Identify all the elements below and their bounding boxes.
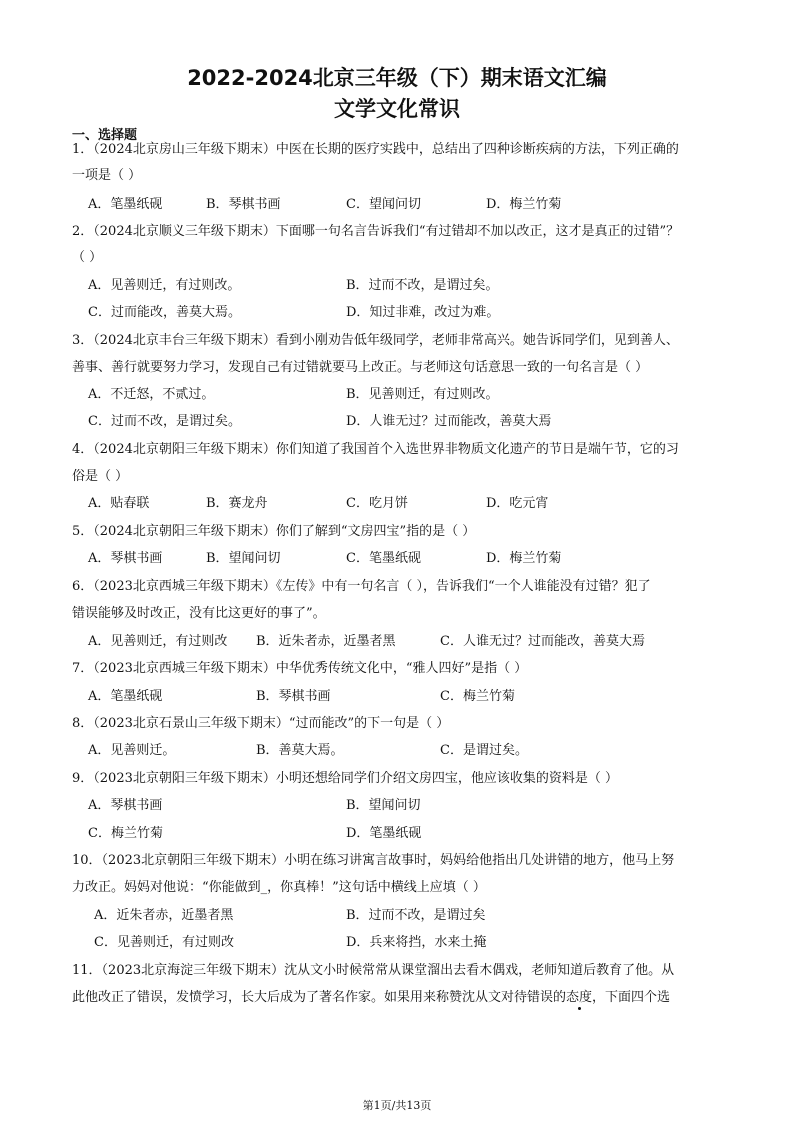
question-3-option-b: B．见善则迁，有过则改。	[346, 387, 499, 402]
question-6-option-b: B．近朱者赤，近墨者黑	[256, 634, 396, 649]
section-heading: 一、选择题	[72, 128, 138, 143]
question-1-option-c: C．望闻问切	[346, 197, 421, 212]
question-9-option-d: D．笔墨纸砚	[346, 826, 422, 841]
question-1-option-a: A．笔墨纸砚	[88, 197, 163, 212]
question-4-line-1: 4．（2024北京朝阳三年级下期末）你们知道了我国首个入选世界非物质文化遗产的节日是端午节，它的习	[72, 442, 679, 457]
question-6-line-1: 6．（2023北京西城三年级下期末）《左传》中有一句名言（ ），告诉我们“一个人谁能没有过错？犯了	[72, 579, 651, 594]
question-2-option-c: C．过而能改，善莫大焉。	[88, 305, 241, 320]
question-3-option-a: A．不迁怒，不贰过。	[88, 387, 215, 402]
question-3-line-1: 3．（2024北京丰台三年级下期末）看到小刚劝告低年级同学，老师非常高兴。她告诉同学们，见到善人、	[72, 333, 679, 348]
question-10-option-b: B．过而不改，是谓过矣	[346, 908, 486, 923]
question-6-option-c: C．人谁无过？过而能改，善莫大焉	[440, 634, 645, 649]
question-4-option-d: D．吃元宵	[486, 496, 549, 511]
question-8-option-b: B．善莫大焉。	[256, 743, 344, 758]
question-5-line-1: 5．（2024北京朝阳三年级下期末）你们了解到“文房四宝”指的是（ ）	[72, 524, 476, 539]
question-11-line-1: 11．（2023北京海淀三年级下期末）沈从文小时候常常从课堂溜出去看木偶戏，老师知道后教育了他。从	[72, 963, 675, 978]
question-5-option-d: D．梅兰竹菊	[486, 551, 562, 566]
question-11-line-2-tail: ，下面四个选	[592, 990, 671, 1005]
question-7-line-1: 7．（2023北京西城三年级下期末）中华优秀传统文化中，“雅人四好”是指（ ）	[72, 661, 528, 676]
question-2-option-d: D．知过非难，改过为难。	[346, 305, 500, 320]
page-footer: 第1页/共13页	[362, 1099, 432, 1112]
question-9-option-c: C．梅兰竹菊	[88, 826, 163, 841]
question-11-line-2-text: 此他改正了错误，发愤学习，长大后成为了著名作家。如果用来称赞沈从文对待错误的	[72, 990, 567, 1005]
question-5-option-c: C．笔墨纸砚	[346, 551, 421, 566]
question-2-line-2: （ ）	[72, 250, 103, 265]
question-3-option-d: D．人谁无过？过而能改，善莫大焉	[346, 414, 552, 429]
question-10-line-1: 10．（2023北京朝阳三年级下期末）小明在练习讲寓言故事时，妈妈给他指出几处讲错的地方，他马上努	[72, 853, 675, 868]
question-7-option-a: A．笔墨纸砚	[88, 689, 163, 704]
question-7-option-b: B．琴棋书画	[256, 689, 331, 704]
question-7-option-c: C．梅兰竹菊	[440, 689, 515, 704]
question-2-line-1: 2．（2024北京顺义三年级下期末）下面哪一句名言告诉我们“有过错却不加以改正，这才是真正的过错”？	[72, 224, 680, 239]
question-1-line-2: 一项是（ ）	[72, 168, 142, 183]
page-title: 2022-2024北京三年级（下）期末语文汇编	[187, 66, 607, 90]
question-5-option-b: B．望闻问切	[206, 551, 281, 566]
question-9-option-a: A．琴棋书画	[88, 798, 163, 813]
question-3-option-c: C．过而不改，是谓过矣。	[88, 414, 241, 429]
question-10-option-d: D．兵来将挡，水来土掩	[346, 935, 487, 950]
page-subtitle: 文学文化常识	[334, 97, 460, 121]
question-5-option-a: A．琴棋书画	[88, 551, 163, 566]
question-3-line-2: 善事、善行就要努力学习，发现自己有过错就要马上改正。与老师这句话意思一致的一句名言是（ ）	[72, 360, 649, 375]
question-2-option-b: B．过而不改，是谓过矣。	[346, 278, 499, 293]
question-1-option-d: D．梅兰竹菊	[486, 197, 562, 212]
question-10-option-a: A．近朱者赤，近墨者黑	[94, 908, 234, 923]
question-9-option-b: B．望闻问切	[346, 798, 421, 813]
question-4-line-2: 俗是（ ）	[72, 469, 129, 484]
question-1-option-b: B．琴棋书画	[206, 197, 281, 212]
question-4-option-a: A．贴春联	[88, 496, 150, 511]
question-8-line-1: 8．（2023北京石景山三年级下期末）“过而能改”的下一句是（ ）	[72, 716, 450, 731]
question-10-option-c: C．见善则迁，有过则改	[94, 935, 234, 950]
question-6-line-2: 错误能够及时改正，没有比这更好的事了”。	[72, 606, 326, 621]
question-2-option-a: A．见善则迁，有过则改。	[88, 278, 241, 293]
question-8-option-c: C．是谓过矣。	[440, 743, 528, 758]
question-4-option-b: B．赛龙舟	[206, 496, 268, 511]
question-8-option-a: A．见善则迁。	[88, 743, 176, 758]
question-9-line-1: 9．（2023北京朝阳三年级下期末）小明还想给同学们介绍文房四宝，他应该收集的资料是（ ）	[72, 771, 618, 786]
emphasis-text: 态度	[566, 990, 593, 1005]
question-1-line-1: 1．（2024北京房山三年级下期末）中医在长期的医疗实践中，总结出了四种诊断疾病的方法，下列正确的	[72, 142, 679, 157]
question-4-option-c: C．吃月饼	[346, 496, 408, 511]
question-11-line-2	[72, 989, 670, 1007]
question-10-line-2: 力改正。妈妈对他说：“你能做到_，你真棒！”这句话中横线上应填（ ）	[72, 880, 486, 895]
question-6-option-a: A．见善则迁，有过则改	[88, 634, 228, 649]
